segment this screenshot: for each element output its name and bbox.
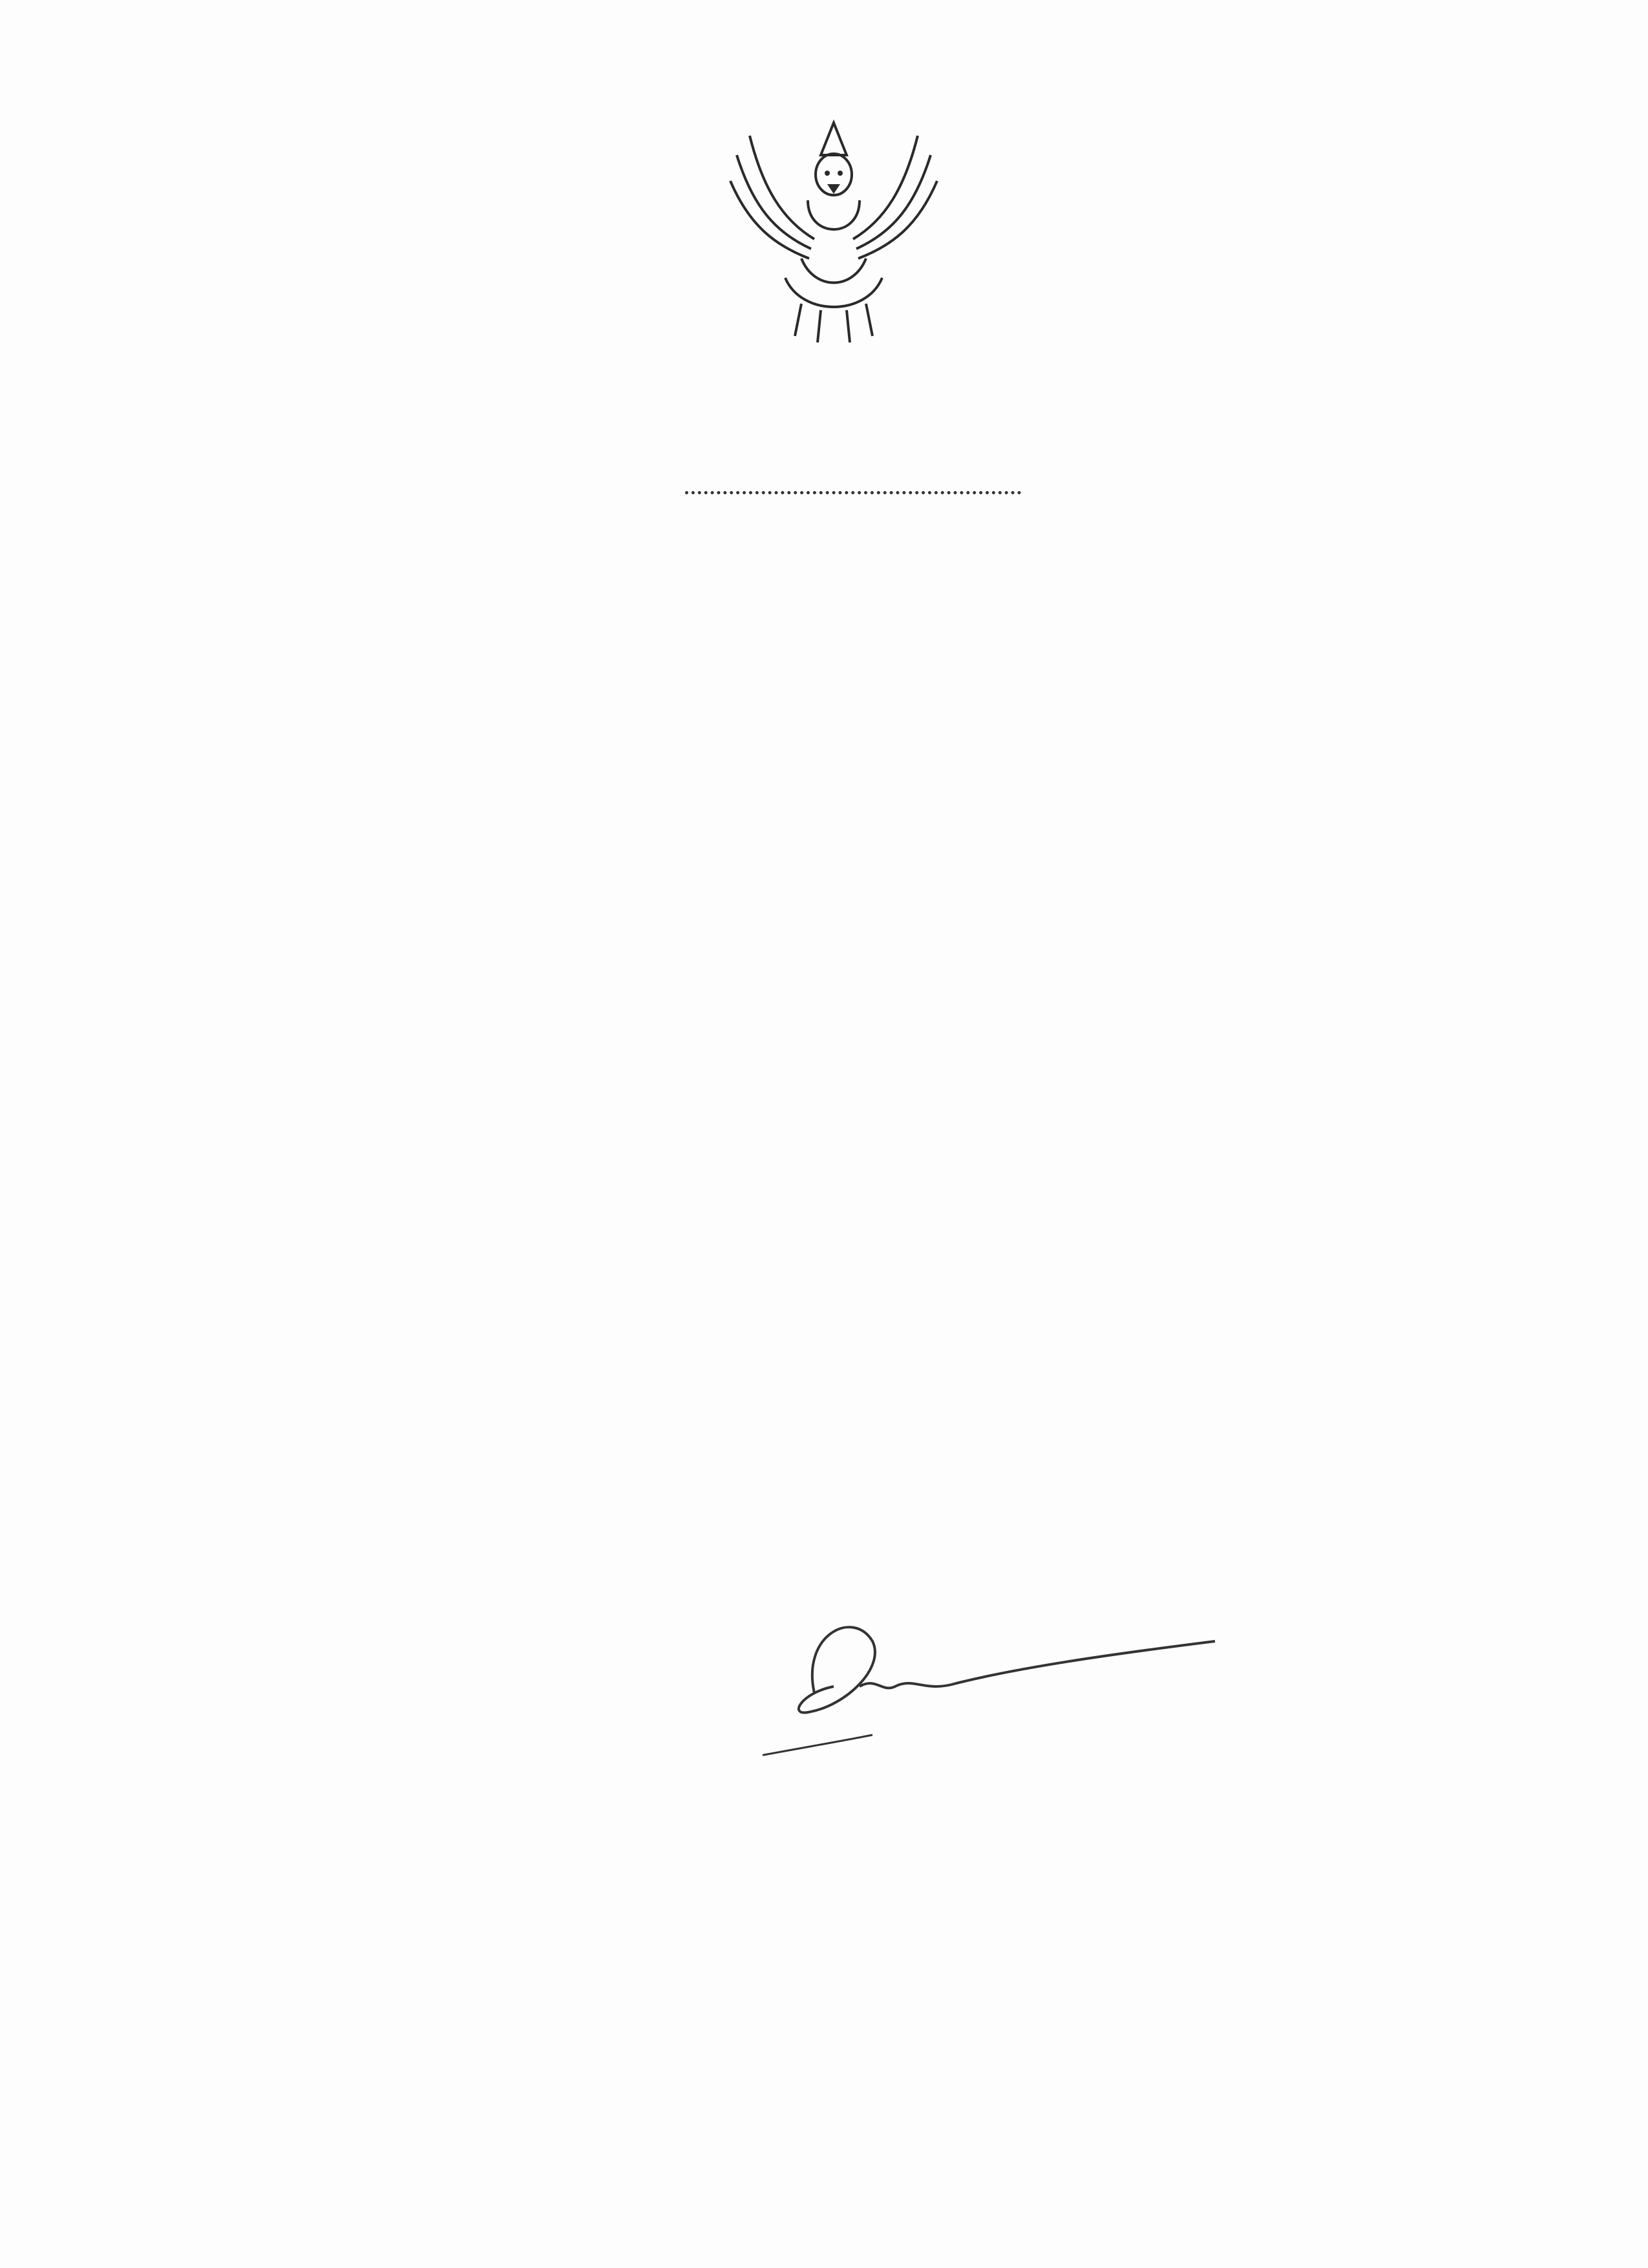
handwritten-signature	[763, 1596, 1254, 1764]
garuda-emblem-icon	[724, 110, 944, 349]
dotted-divider	[685, 491, 1021, 494]
